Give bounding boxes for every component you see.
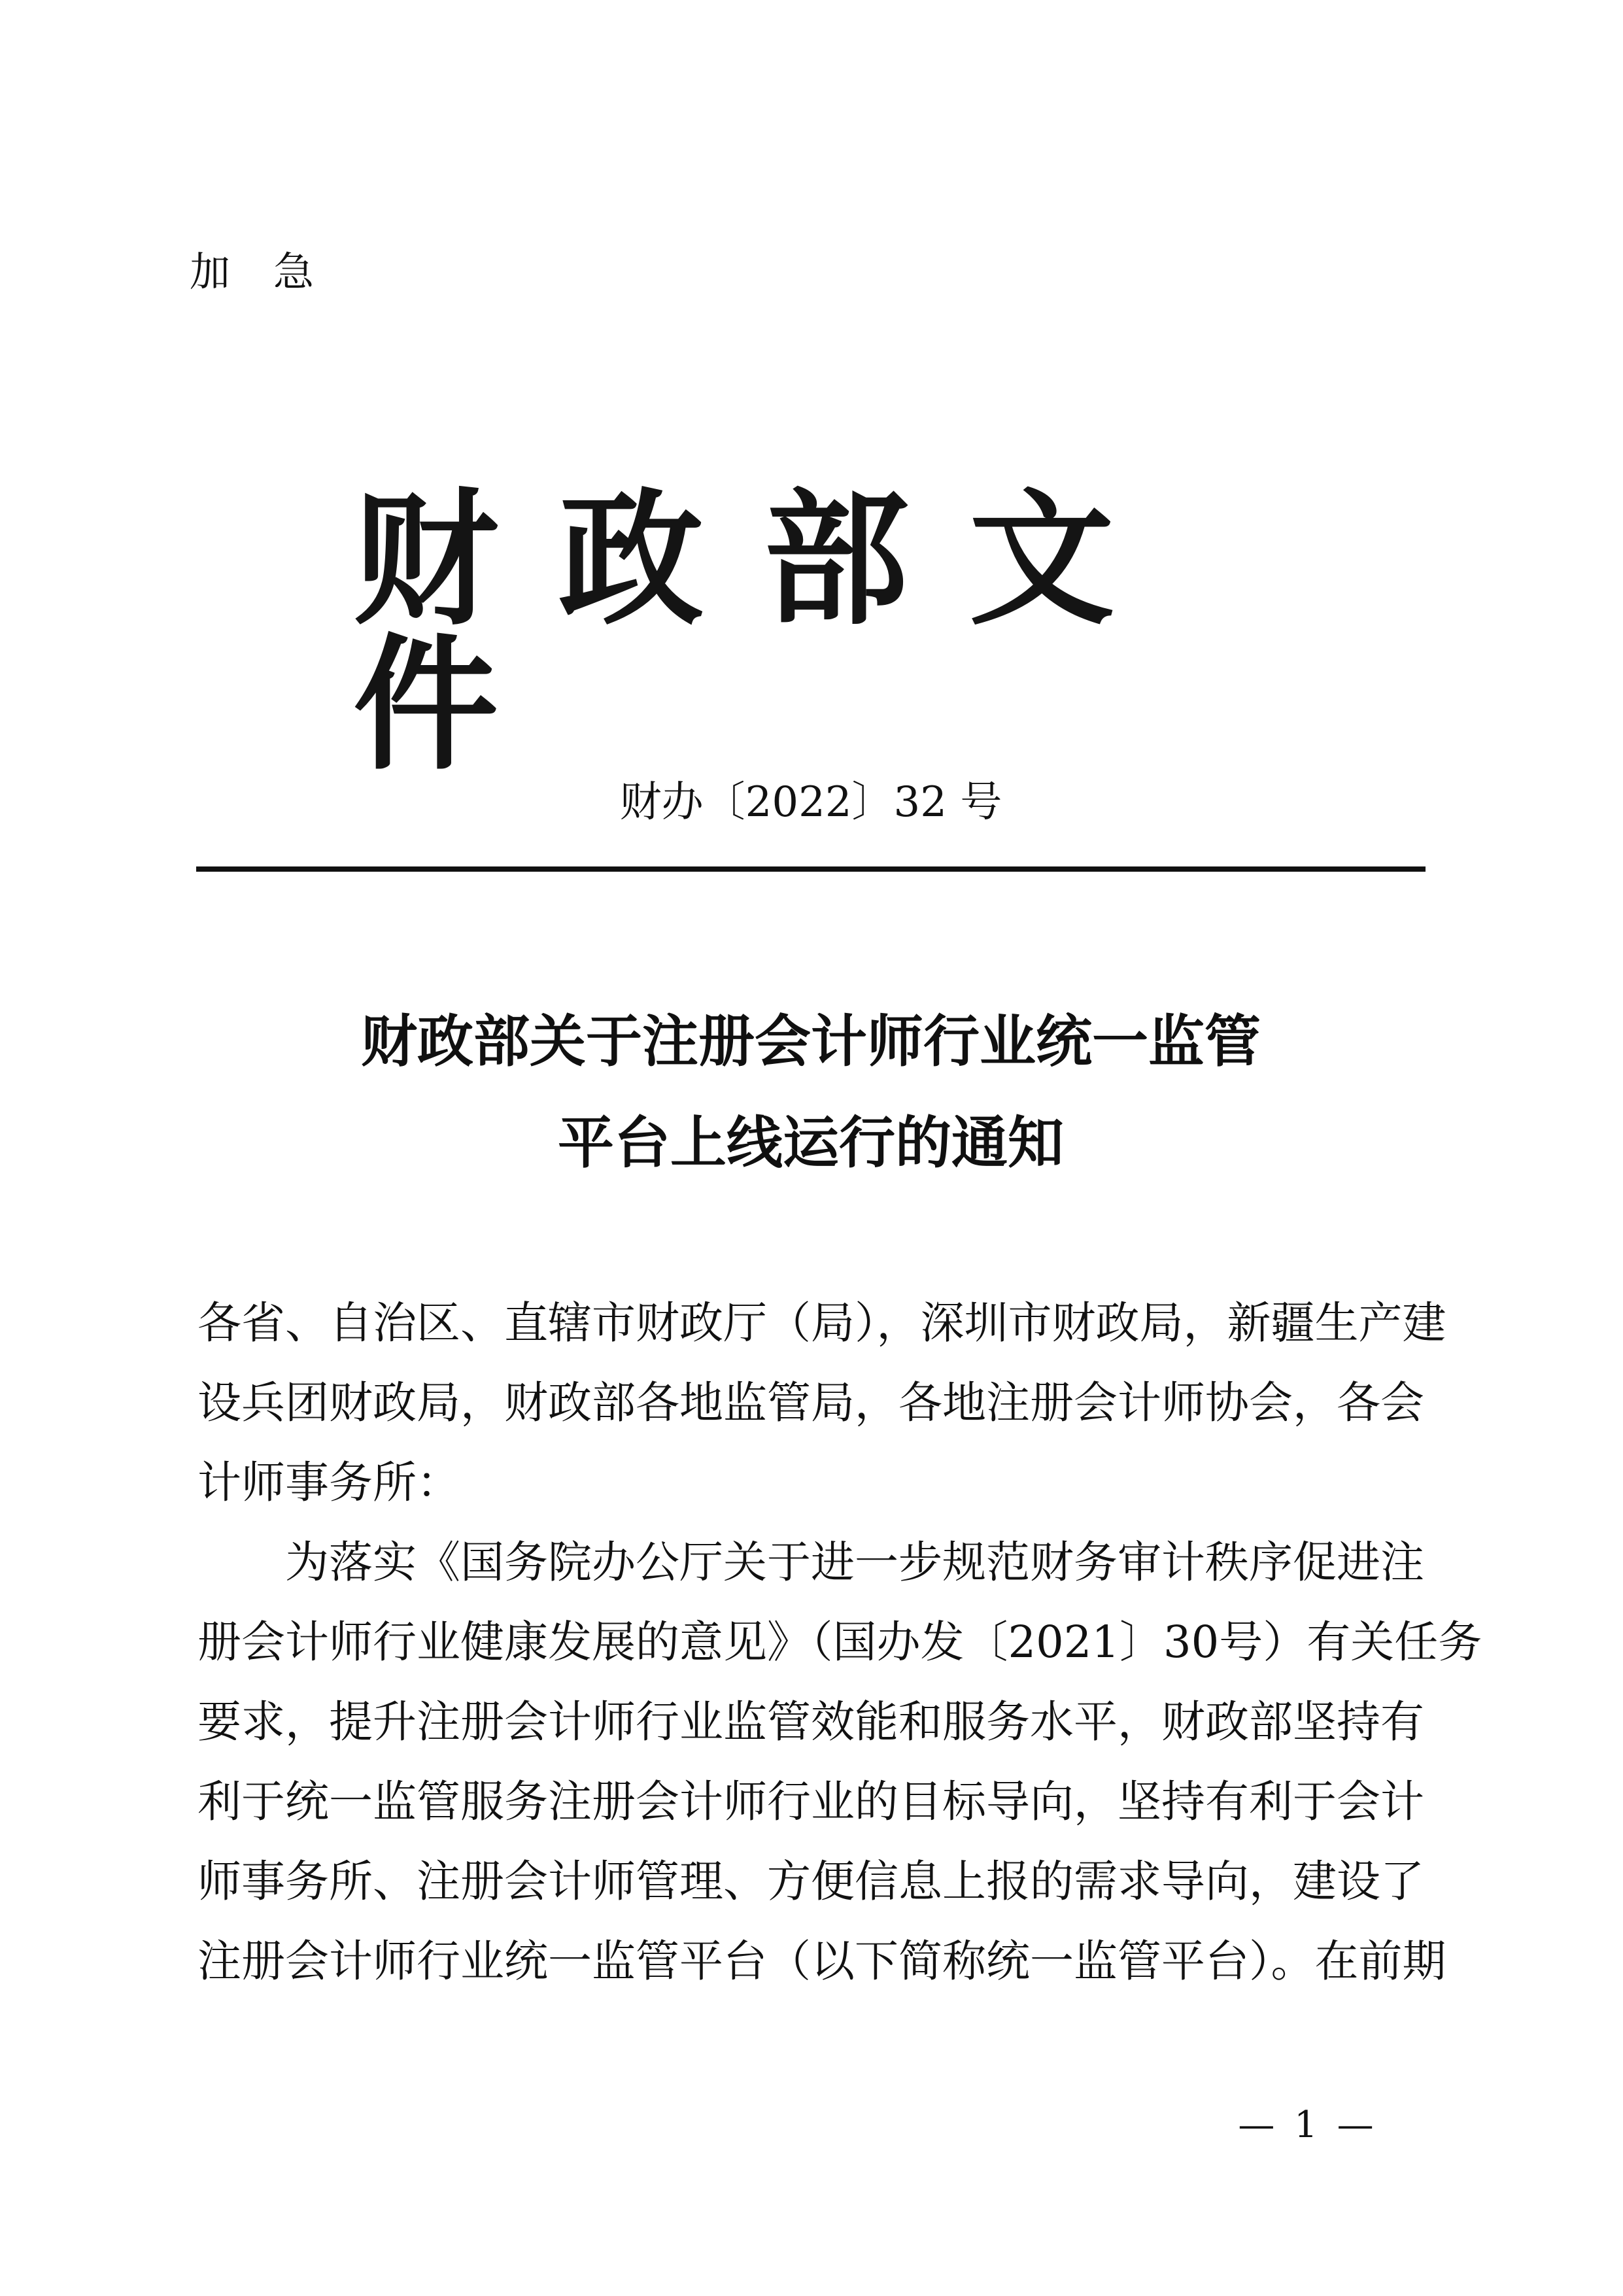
header-divider	[196, 866, 1426, 872]
body-line: 师事务所、注册会计师管理、方便信息上报的需求导向，建设了	[197, 1856, 1424, 1907]
document-header-title: 财政部文件	[353, 475, 1174, 790]
body-line: 计师事务所：	[197, 1457, 460, 1508]
body-line: 设兵团财政局，财政部各地监管局，各地注册会计师协会，各会	[197, 1377, 1424, 1428]
notice-title-line-2: 平台上线运行的通知	[558, 1110, 1064, 1176]
urgency-label: 加急	[190, 248, 358, 296]
body-line: 为落实《国务院办公厅关于进一步规范财务审计秩序促进注	[285, 1537, 1424, 1588]
page-number: — 1 —	[1238, 2104, 1378, 2146]
notice-title-line-1: 财政部关于注册会计师行业统一监管	[361, 1008, 1261, 1074]
body-line: 利于统一监管服务注册会计师行业的目标导向，坚持有利于会计	[197, 1776, 1424, 1827]
body-line: 注册会计师行业统一监管平台（以下简称统一监管平台）。在前期	[197, 1936, 1446, 1987]
document-number: 财办〔2022〕32 号	[619, 778, 1002, 827]
body-line: 册会计师行业健康发展的意见》（国办发〔2021〕30号）有关任务	[197, 1617, 1482, 1668]
body-line: 要求，提升注册会计师行业监管效能和服务水平，财政部坚持有	[197, 1696, 1424, 1747]
body-line: 各省、自治区、直辖市财政厅（局），深圳市财政局，新疆生产建	[197, 1297, 1446, 1348]
